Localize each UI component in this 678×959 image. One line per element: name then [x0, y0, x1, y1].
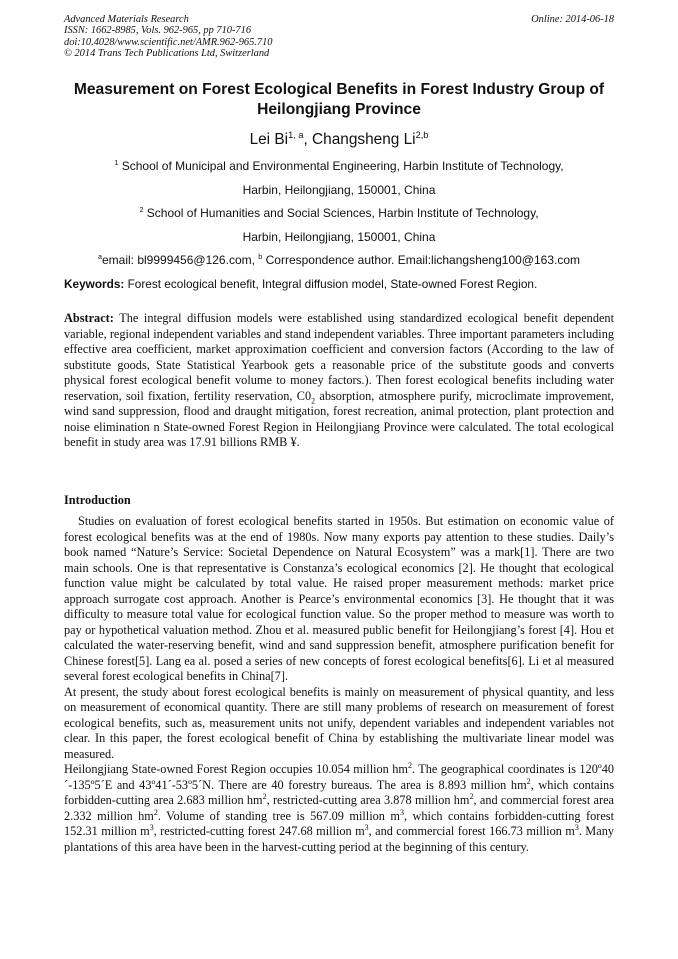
journal-header — [64, 14, 272, 60]
affiliations — [40, 155, 638, 273]
text-run: . The geographical coordinates is 120º40´-135º5´E and 43º41´-53º5´N. There are 40 forestry bureaus. The area is 8.893 million hm — [64, 762, 614, 792]
affil-marker: 1 — [114, 158, 119, 167]
text-run: , and commercial forest 166.73 million m — [368, 824, 575, 838]
text-run: Heilongjiang State-owned Forest Region occupies 10.054 million hm — [64, 762, 408, 776]
affiliation-line — [40, 202, 638, 226]
author-name: Lei Bi — [249, 131, 289, 148]
paragraph: Studies on evaluation of forest ecological benefits started in 1950s. But estimation on economic value of forest ecological benefits was at the end of 1980s. Now many exports pay attention to these studies. Daily’s book named “Nature’s Service: Societal Dependence on Natural Ecosystem” was a mark[1]. There are two main schools. One is that representative is Constanza’s ecological economics [2]. He thought that ecological function value might be calculated by total value. He raised proper measurement methods: market price approach surrogate cost approach. Another is Pearce’s environmental economics [3]. He thought that it was difficulty to measure total value for ecological function value. So the proper method to measure was worth to pay or hypothetical valuation method. Zhou et al. measured public benefit for Heilongjiang’s forest [4]. Hou et calculated the water-reserving benefit, wind and sand suppression benefit, atmosphere purification benefit for Chinese forest[5]. Lang ea al. posed a series of new concepts of forest ecological benefits[6]. Li et al measured several forest ecological benefits in China[7]. — [64, 514, 614, 683]
text-run: , which contains forbidden-cutting forest 152.31 million m — [64, 808, 614, 838]
text-run: , and commercial forest area 2.332 million hm — [64, 793, 614, 823]
journal-name: Advanced Materials Research — [64, 14, 189, 25]
superscript: 2 — [407, 760, 412, 770]
superscript: 3 — [574, 822, 579, 832]
affil-text: School of Municipal and Environmental Engineering, Harbin Institute of Technology, — [118, 159, 564, 173]
online-date: Online: 2014-06-18 — [531, 14, 614, 25]
author-line — [50, 131, 628, 149]
author-affil-marker: 1, a — [288, 129, 304, 140]
doi-line: doi:10.4028/www.scientific.net/AMR.962-965.710 — [64, 36, 273, 48]
email-marker: b — [258, 252, 263, 262]
abstract-text: The integral diffusion models were established using standardized ecological benefit dependent variable, regional independent variables and stand independent variables. Three important parameters including effective area coefficient, market approximation coefficient and conversion factors (According to the law of substitute goods, State Statistical Yearbook gets a reasonable price of the substitute goods and converts physical forest ecological benefit volume to money factors.). Then forest ecological benefits including water reservation, soil fixation, fertility reservation, C0 — [64, 311, 614, 403]
keywords — [64, 277, 616, 292]
author-affil-marker: 2,b — [415, 129, 429, 140]
text-run: , restricted-cutting area 3.878 million hm — [266, 793, 470, 807]
email-text: email: bl9999456@126.com, — [102, 253, 259, 268]
paragraph — [64, 762, 614, 855]
affiliation-line — [40, 155, 638, 179]
keywords-label: Keywords: — [64, 277, 125, 291]
superscript: 3 — [149, 822, 154, 832]
superscript: 3 — [399, 807, 404, 817]
superscript: 2 — [262, 791, 267, 801]
paragraph: At present, the study about forest ecological benefits is mainly on measurement of physical quantity, and less on measurement of economical quantity. There are still many problems of research on measurement of forest ecological benefits, such as, measurement units not unify, dependent variables and independent variables not clear. In this paper, the forest ecological benefit of China by establishing the multivariate linear model was measured. — [64, 684, 614, 761]
author-name: Changsheng Li — [312, 131, 416, 148]
text-run: , restricted-cutting forest 247.68 million m — [153, 824, 365, 838]
superscript: 2 — [153, 807, 158, 817]
affil-marker: 2 — [139, 205, 144, 215]
abstract-text: absorption, atmosphere purify, microclimate improvement, wind sand suppression, flood and draught mitigation, forest recreation, animal protection, plant protection and noise elimination n State-owned Forest Region in Heilongjiang Province were calculated. The total ecological benefit in study area was 17.91 billions RMB ¥. — [64, 388, 614, 449]
affiliation-line: Harbin, Heilongjiang, 150001, China — [242, 229, 436, 244]
affil-text: School of Humanities and Social Sciences, Harbin Institute of Technology, — [143, 206, 539, 221]
abstract — [64, 311, 614, 451]
introduction-body — [64, 514, 614, 855]
abstract-label: Abstract: — [64, 311, 114, 325]
superscript: 2 — [469, 791, 474, 801]
affiliation-line: Harbin, Heilongjiang, 150001, China — [242, 182, 436, 197]
email-text: Correspondence author. Email:lichangsheng100@163.com — [262, 253, 580, 268]
superscript: 3 — [364, 822, 369, 832]
email-marker: a — [98, 252, 102, 262]
keywords-text: Forest ecological benefit, Integral diffusion model, State-owned Forest Region. — [124, 277, 538, 291]
author-separator: , — [303, 131, 313, 148]
text-run: . Volume of standing tree is 567.09 million m — [157, 808, 400, 823]
email-line — [40, 249, 638, 273]
text-run: , which contains forbidden-cutting area 2.683 million hm — [64, 777, 614, 807]
paper-title: Measurement on Forest Ecological Benefits in Forest Industry Group of Heilongjiang Province — [73, 81, 605, 118]
abstract-subscript: 2 — [311, 395, 316, 405]
section-heading-introduction: Introduction — [64, 493, 131, 507]
superscript: 2 — [526, 776, 531, 786]
text-run: . Many plantations of this area have been in the harvest-cutting period at the beginning of this century. — [64, 824, 614, 854]
issn-line: ISSN: 1662-8985, Vols. 962-965, pp 710-716 — [64, 25, 252, 37]
copyright-line: © 2014 Trans Tech Publications Ltd, Switzerland — [64, 48, 270, 60]
